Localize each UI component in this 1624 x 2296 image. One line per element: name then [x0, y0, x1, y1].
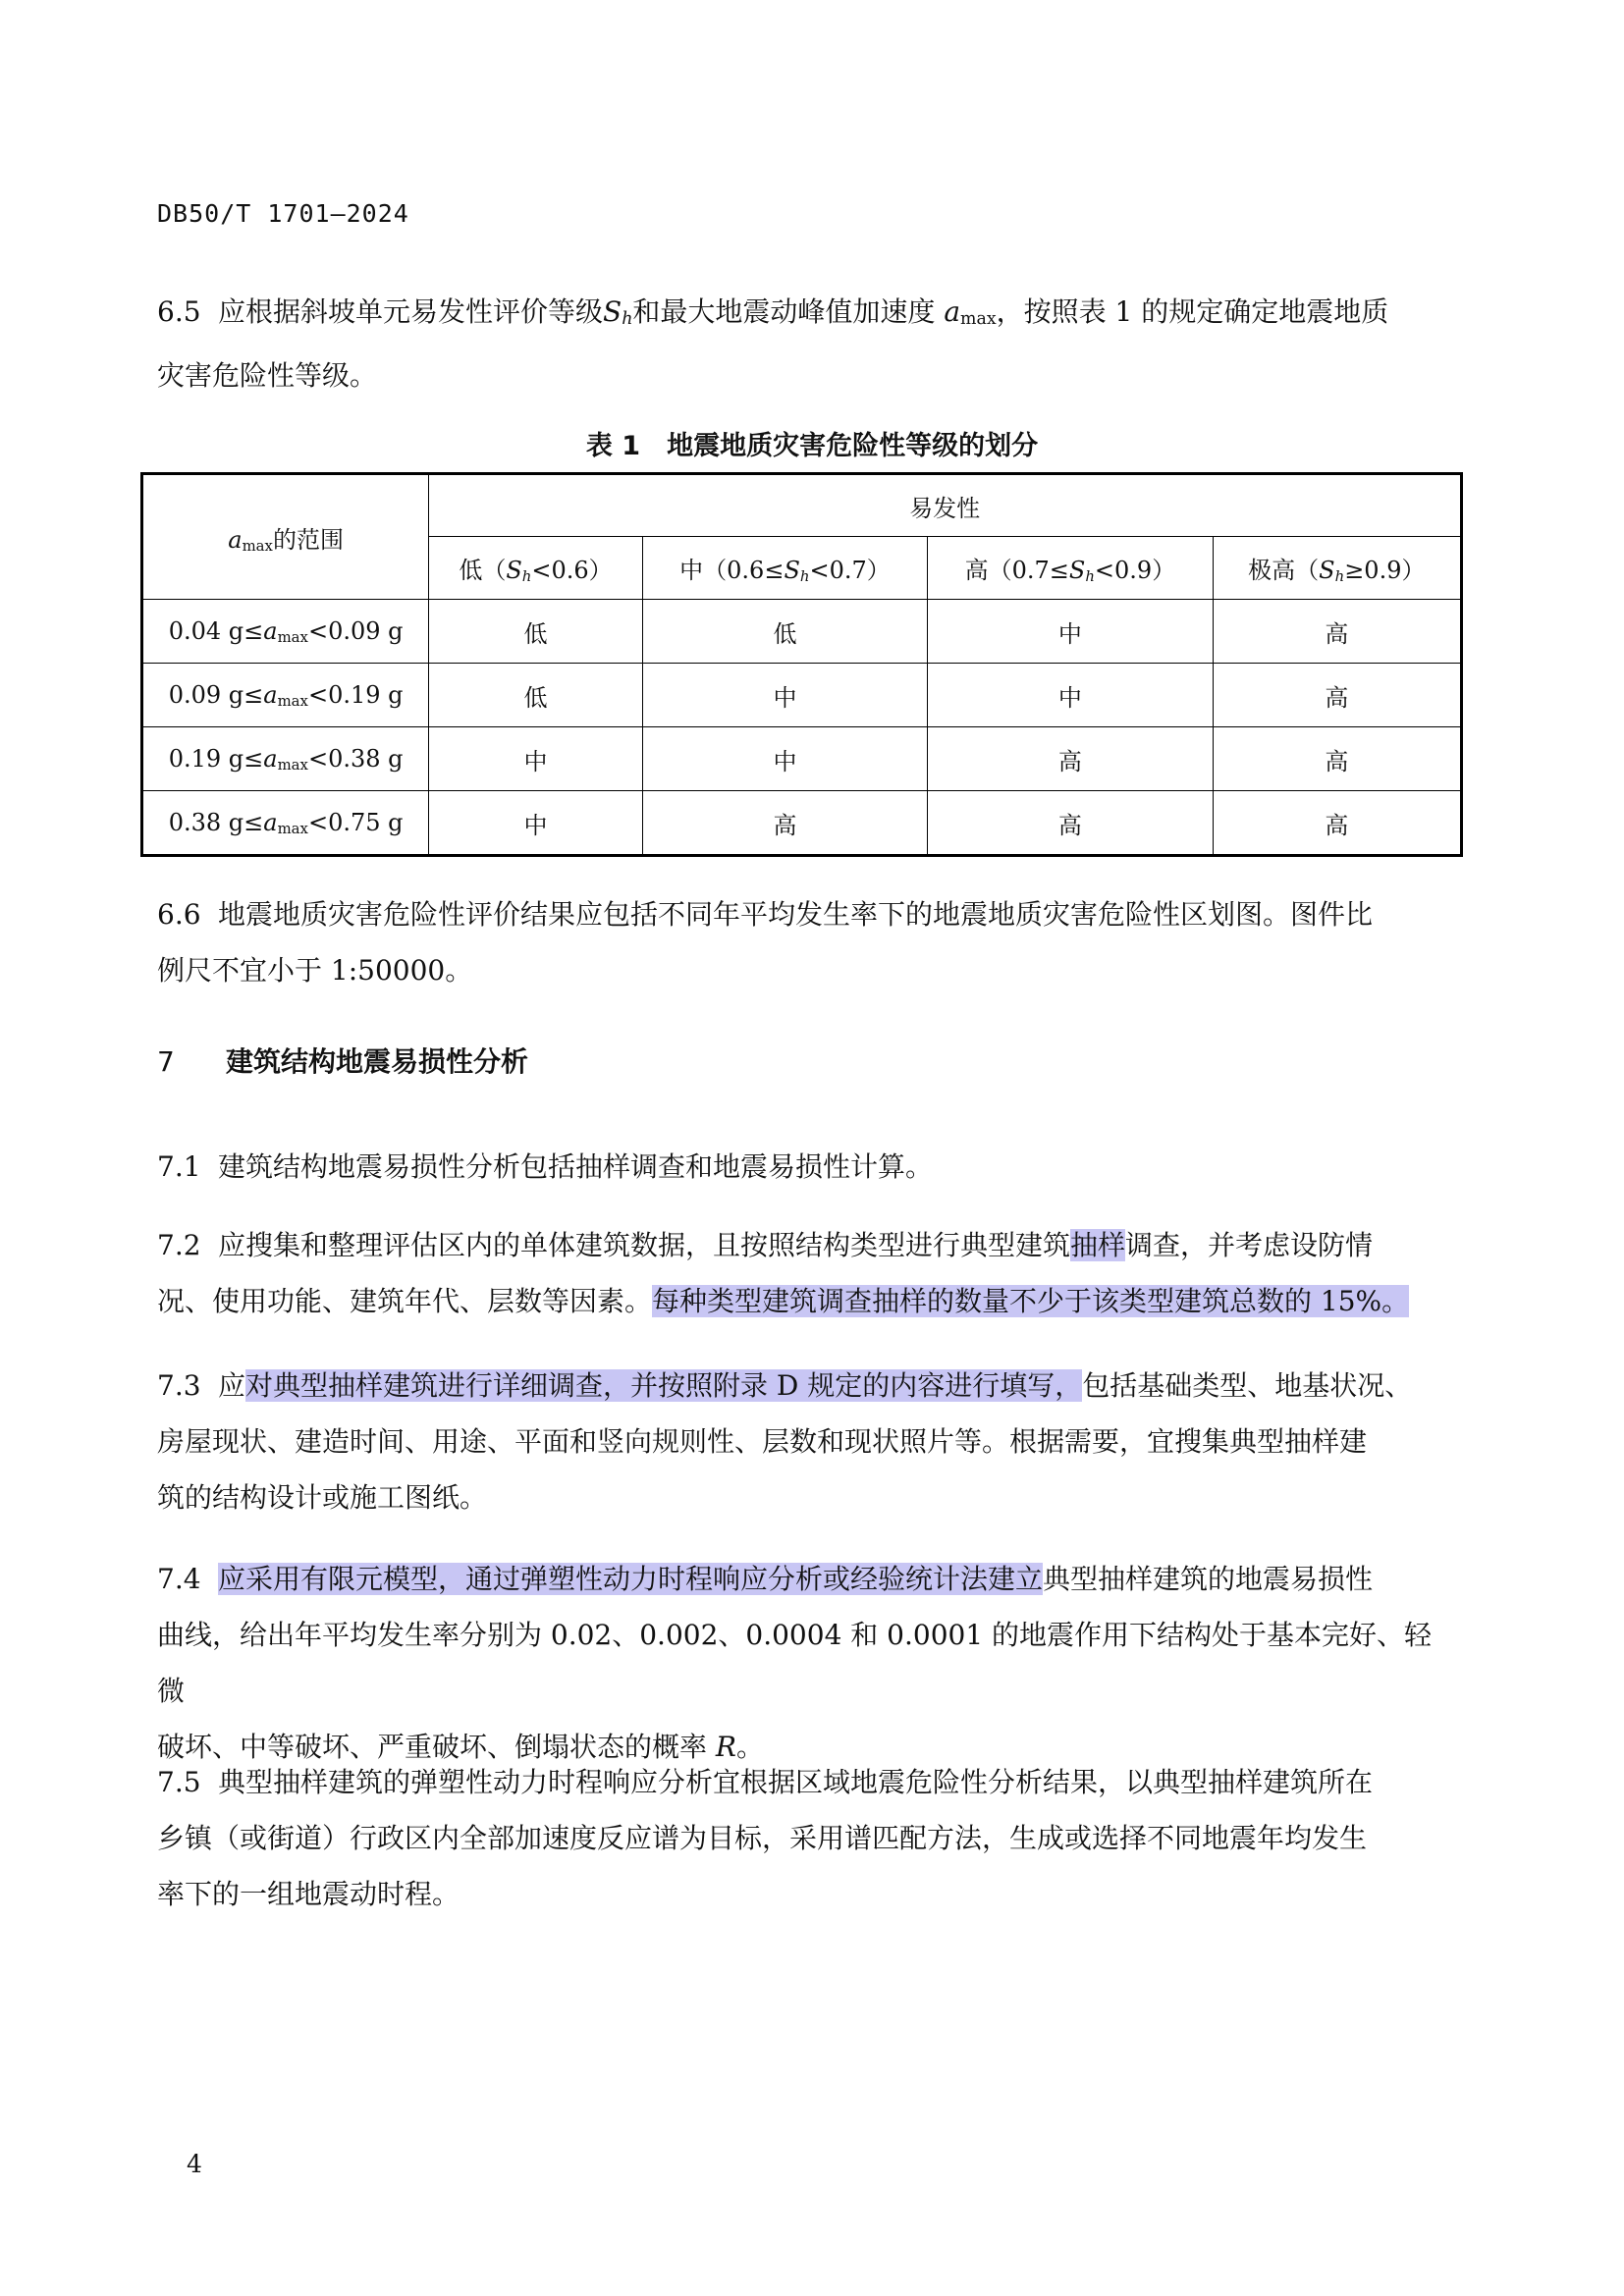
symbol-r: R	[715, 1731, 737, 1763]
clause-7-4	[157, 1551, 1434, 1775]
clause-number: 7.5	[157, 1766, 201, 1798]
highlighted-text[interactable]: 抽样	[1070, 1229, 1126, 1261]
section-7-title	[157, 1041, 528, 1080]
clause-number: 7.4	[157, 1563, 201, 1595]
table-row	[142, 791, 1462, 856]
hazard-level-table	[140, 472, 1463, 857]
clause-number: 6.5	[157, 295, 201, 328]
range-header: $a_{max}$的范围	[142, 474, 429, 600]
clause-6-5	[157, 284, 1434, 403]
table-cell: 低	[429, 664, 643, 727]
level-header-very-high: 极高$(S_h\ge 0.9)$	[1213, 537, 1461, 600]
range-cell: 0.04 $g\le a_{max}<0.09$ g	[142, 600, 429, 664]
clause-number: 7.2	[157, 1229, 201, 1261]
clause-text: 。	[736, 1731, 765, 1763]
highlighted-text[interactable]: 应采用有限元模型，通过弹塑性动力时程响应分析或经验统计法建立	[218, 1563, 1044, 1595]
clause-text: 和最大地震动峰值加速度	[632, 295, 936, 328]
clause-text: 包括基础类型、地基状况、	[1082, 1369, 1413, 1402]
table-cell: 高	[1213, 727, 1461, 791]
clause-number: 6.6	[157, 898, 201, 931]
table-cell: 高	[1213, 791, 1461, 856]
highlighted-text[interactable]: 对典型抽样建筑进行详细调查，并按照附录 D 规定的内容进行填写，	[245, 1369, 1083, 1402]
table-row	[142, 600, 1462, 664]
clause-text: 率下的一组地震动时程。	[157, 1878, 460, 1910]
clause-text: 典型抽样建筑的地震易损性	[1043, 1563, 1374, 1595]
table-row	[142, 727, 1462, 791]
symbol-a-subscript: max	[960, 309, 997, 329]
table-cell: 中	[642, 727, 927, 791]
clause-text: 筑的结构设计或施工图纸。	[157, 1481, 488, 1514]
clause-text: 乡镇（或街道）行政区内全部加速度反应谱为目标，采用谱匹配方法，生成或选择不同地震年均发生	[157, 1822, 1368, 1854]
clause-7-3	[157, 1358, 1434, 1525]
table-cell: 中	[429, 727, 643, 791]
clause-text: 应根据斜坡单元易发性评价等级	[218, 295, 604, 328]
level-header-low: 低$(S_h<0.6)$	[429, 537, 643, 600]
page-number: 4	[187, 2150, 202, 2178]
table-cell: 低	[642, 600, 927, 664]
symbol-a: a	[944, 295, 961, 328]
clause-7-5	[157, 1754, 1434, 1922]
susceptibility-header: 易发性	[429, 474, 1462, 537]
clause-7-1	[157, 1139, 1434, 1195]
symbol-s-subscript: h	[622, 309, 633, 329]
range-cell: 0.09 $g\le a_{max}<0.19$ g	[142, 664, 429, 727]
clause-number: 7.1	[157, 1150, 201, 1183]
table-cell: 高	[1213, 600, 1461, 664]
clause-7-2	[157, 1217, 1434, 1329]
clause-text: 例尺不宜小于 1:50000。	[157, 954, 473, 987]
table-cell: 中	[928, 600, 1213, 664]
range-cell: 0.19 $g\le a_{max}<0.38$ g	[142, 727, 429, 791]
clause-6-6	[157, 886, 1434, 998]
clause-text: 应搜集和整理评估区内的单体建筑数据，且按照结构类型进行典型建筑	[218, 1229, 1071, 1261]
clause-text: 应	[218, 1369, 246, 1402]
clause-text: 曲线，给出年平均发生率分别为 0.02、0.002、0.0004 和 0.0001 的地震作用下结构处于基本完好、轻微	[157, 1619, 1433, 1707]
clause-text: 破坏、中等破坏、严重破坏、倒塌状态的概率	[157, 1731, 708, 1763]
clause-text: 建筑结构地震易损性分析包括抽样调查和地震易损性计算。	[218, 1150, 934, 1183]
table-cell: 中	[642, 664, 927, 727]
range-cell: 0.38 $g\le a_{max}<0.75$ g	[142, 791, 429, 856]
clause-text: 灾害危险性等级。	[157, 359, 378, 392]
clause-text: 房屋现状、建造时间、用途、平面和竖向规则性、层数和现状照片等。根据需要，宜搜集典型抽样建	[157, 1425, 1368, 1458]
clause-text: 地震地质灾害危险性评价结果应包括不同年平均发生率下的地震地质灾害危险性区划图。图件比	[218, 898, 1374, 931]
table-caption: 表 1 地震地质灾害危险性等级的划分	[585, 431, 1039, 461]
table-cell: 高	[928, 727, 1213, 791]
table-cell: 高	[928, 791, 1213, 856]
table-cell: 低	[429, 600, 643, 664]
clause-number: 7.3	[157, 1369, 201, 1402]
clause-text: 况、使用功能、建筑年代、层数等因素。	[157, 1285, 653, 1317]
table-cell: 中	[429, 791, 643, 856]
highlighted-text[interactable]: 每种类型建筑调查抽样的数量不少于该类型建筑总数的 15%。	[652, 1285, 1410, 1317]
section-title-text: 建筑结构地震易损性分析	[226, 1045, 529, 1078]
table-row	[142, 664, 1462, 727]
table-cell: 高	[1213, 664, 1461, 727]
table-cell: 高	[642, 791, 927, 856]
level-header-high: 高$(0.7\le S_h<0.9)$	[928, 537, 1213, 600]
symbol-s: S	[603, 295, 623, 328]
level-header-medium: 中$(0.6\le S_h<0.7)$	[642, 537, 927, 600]
clause-text: 调查，并考虑设防情	[1125, 1229, 1374, 1261]
table-cell: 中	[928, 664, 1213, 727]
clause-text: ，按照表 1 的规定确定地震地质	[996, 295, 1389, 328]
section-number: 7	[157, 1045, 175, 1078]
clause-text: 典型抽样建筑的弹塑性动力时程响应分析宜根据区域地震危险性分析结果，以典型抽样建筑所在	[218, 1766, 1374, 1798]
document-code: DB50/T 1701—2024	[157, 199, 409, 228]
